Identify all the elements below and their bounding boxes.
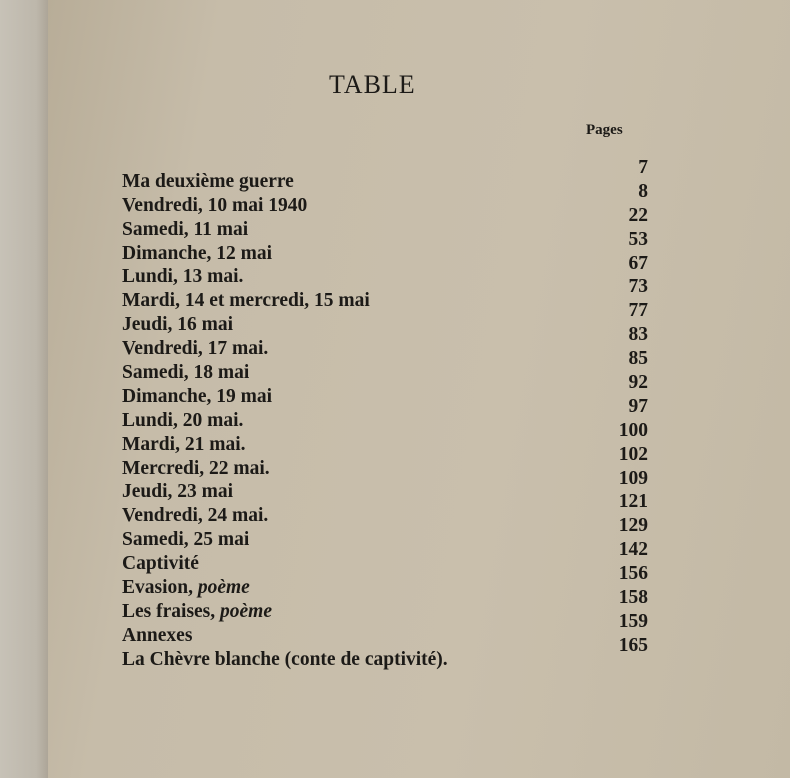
entry-title-text: Ma deuxième guerre <box>122 170 294 192</box>
dot-leader <box>454 650 590 670</box>
entry-title-text: Jeudi, 16 mai <box>122 314 234 336</box>
toc-entry-title <box>122 602 272 622</box>
entry-title-text: Mercredi, 22 mai. <box>122 457 270 479</box>
dot-leader <box>198 626 590 646</box>
dot-leader <box>239 482 590 502</box>
entry-title-text: Vendredi, 24 mai. <box>122 505 269 527</box>
dot-leader <box>256 578 590 598</box>
entry-title-text: Samedi, 18 mai <box>122 362 250 384</box>
page-number: 129 <box>618 515 648 537</box>
entry-title-text: Dimanche, 19 mai <box>122 385 273 407</box>
page-number: 92 <box>628 372 648 394</box>
entry-title-text: Dimanche, 12 mai <box>122 242 273 264</box>
entry-title-text: Evasion, <box>122 577 198 599</box>
toc-entry <box>122 157 648 192</box>
toc-entry-title <box>122 506 268 526</box>
dot-leader <box>249 411 590 431</box>
page-number: 102 <box>618 443 648 465</box>
dot-leader <box>239 315 590 335</box>
dot-leader <box>249 267 590 287</box>
page-number: 85 <box>628 348 648 370</box>
dot-leader <box>255 530 590 550</box>
entry-title-text: La Chèvre blanche (conte de captivité). <box>122 648 448 670</box>
toc-entry-title <box>122 244 272 264</box>
toc-entry-title <box>122 172 294 192</box>
dot-leader <box>300 172 590 192</box>
page-number: 97 <box>628 395 648 417</box>
entry-title-text: Captivité <box>122 553 199 575</box>
page-number: 8 <box>638 180 648 202</box>
dot-leader <box>278 387 590 407</box>
toc-entry-title <box>122 482 233 502</box>
page-number: 22 <box>628 204 648 226</box>
toc-entry-title <box>122 220 248 240</box>
toc-entry-title <box>122 459 270 479</box>
toc-entry-title <box>122 650 448 670</box>
toc-entry-title <box>122 435 245 455</box>
toc-entry-title <box>122 267 243 287</box>
entry-title-text: Lundi, 13 mai. <box>122 266 244 288</box>
page-number: 73 <box>628 276 648 298</box>
entry-title-text: Vendredi, 17 mai. <box>122 338 269 360</box>
dot-leader <box>276 459 590 479</box>
toc-entry-title <box>122 196 307 216</box>
entry-title-text: Mardi, 14 et mercredi, 15 mai <box>122 290 370 312</box>
page-number: 7 <box>638 157 648 178</box>
table-of-contents <box>122 157 648 670</box>
toc-entry-title <box>122 339 268 359</box>
dot-leader <box>205 554 590 574</box>
dot-leader <box>278 602 590 622</box>
entry-title-text: Les fraises, <box>122 600 221 622</box>
pages-column-header: Pages <box>586 122 623 138</box>
page-number: 67 <box>628 252 648 274</box>
entry-title-text: Samedi, 11 mai <box>122 218 249 240</box>
page-number: 83 <box>628 324 648 346</box>
entry-title-italic: poème <box>197 577 250 599</box>
page-number: 53 <box>628 228 648 250</box>
entry-title-text: Jeudi, 23 mai <box>122 481 234 503</box>
dot-leader <box>274 339 590 359</box>
page-number: 142 <box>618 539 648 561</box>
toc-entry-title <box>122 554 199 574</box>
page-number: 77 <box>628 300 648 322</box>
facing-page-edge <box>0 0 52 778</box>
toc-entry-title <box>122 530 249 550</box>
toc-entry-title <box>122 363 249 383</box>
toc-entry-title <box>122 315 233 335</box>
entry-title-text: Mardi, 21 mai. <box>122 433 246 455</box>
page-number: 158 <box>618 587 648 609</box>
dot-leader <box>251 435 590 455</box>
toc-entry-title <box>122 578 250 598</box>
toc-entry-title <box>122 626 192 646</box>
toc-entry-title <box>122 411 243 431</box>
entry-title-text: Annexes <box>122 624 193 646</box>
toc-entry-title <box>122 291 370 311</box>
page-number: 156 <box>618 563 648 585</box>
dot-leader <box>274 506 590 526</box>
dot-leader <box>278 244 590 264</box>
page-number: 165 <box>618 634 648 656</box>
entry-title-text: Vendredi, 10 mai 1940 <box>122 194 308 216</box>
page-number: 109 <box>618 467 648 489</box>
toc-entry-title <box>122 387 272 407</box>
page-number: 100 <box>618 419 648 441</box>
entry-title-text: Lundi, 20 mai. <box>122 409 244 431</box>
page-number: 159 <box>618 610 648 632</box>
page-title: TABLE <box>329 70 416 99</box>
dot-leader <box>255 363 590 383</box>
dot-leader <box>254 220 590 240</box>
page-number: 121 <box>618 491 648 513</box>
dot-leader <box>313 196 590 216</box>
entry-title-text: Samedi, 25 mai <box>122 529 250 551</box>
dot-leader <box>376 291 590 311</box>
entry-title-italic: poème <box>220 600 273 622</box>
